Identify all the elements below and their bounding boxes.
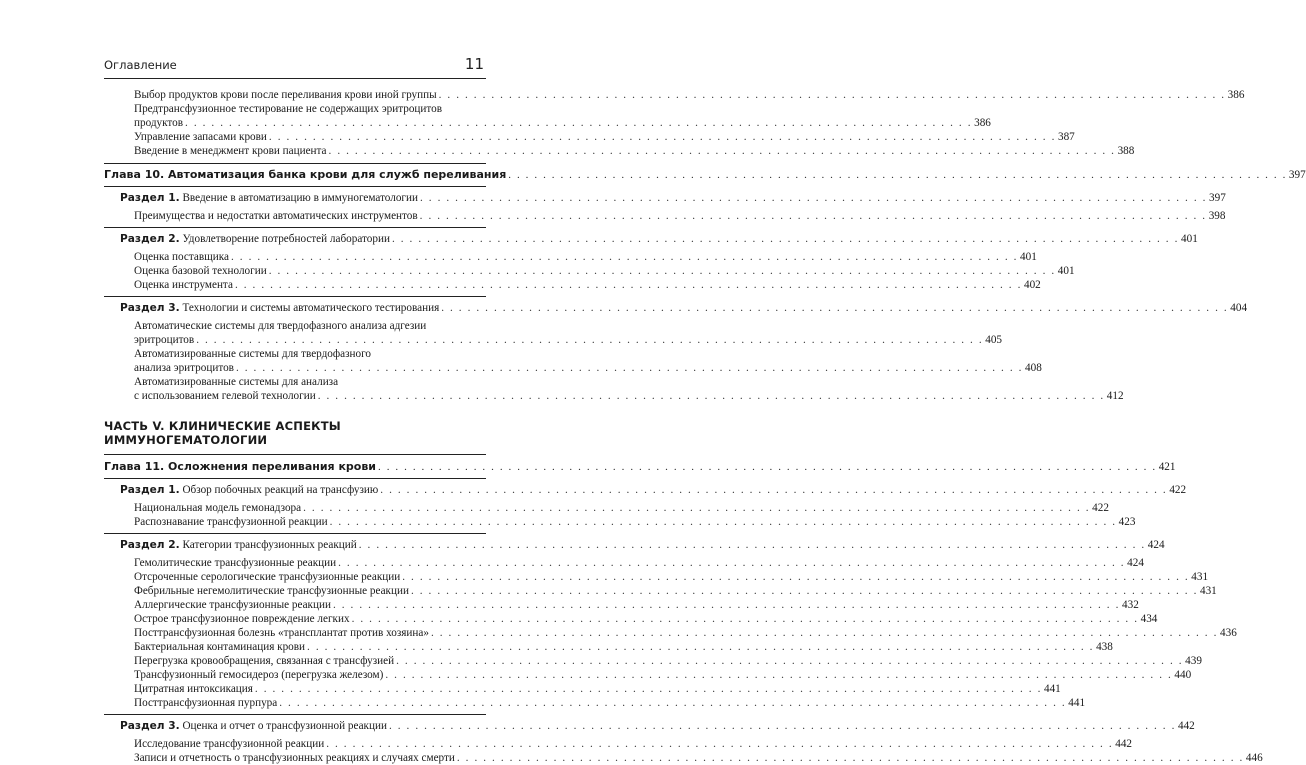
dot-leader <box>279 696 1066 710</box>
section-heading <box>120 483 378 497</box>
dot-leader <box>441 301 1228 315</box>
entry-page: 441 <box>1043 683 1061 695</box>
dot-leader <box>307 640 1094 654</box>
toc-entry[interactable] <box>104 88 1245 102</box>
toc-entry[interactable] <box>104 250 1037 264</box>
section-heading-row[interactable] <box>104 483 1187 497</box>
dot-leader <box>420 191 1207 205</box>
entry-page: 386 <box>974 117 991 129</box>
dot-leader <box>392 232 1179 246</box>
section-heading-row[interactable] <box>104 301 1248 315</box>
entry-line2 <box>134 389 1124 403</box>
dot-leader <box>185 116 972 130</box>
entry-title: Фебрильные негемолитические трансфузионные реакции <box>134 585 409 597</box>
section-label: Раздел 1. <box>120 484 180 496</box>
entry-page: 434 <box>1140 613 1158 625</box>
section-title: Оценка и отчет о трансфузионной реакции <box>179 720 387 732</box>
toc-entry[interactable] <box>104 319 1003 347</box>
entry-title: Перегрузка кровообращения, связанная с трансфузией <box>134 655 395 667</box>
table-of-contents <box>104 88 1306 765</box>
section-heading <box>120 301 439 315</box>
entry-title: Цитратная интоксикация <box>134 683 253 695</box>
entry-title: Аллергические трансфузионные реакции <box>134 599 331 611</box>
page-number: 11 <box>464 55 484 73</box>
section-heading-row[interactable] <box>104 538 1165 552</box>
dot-leader <box>359 538 1146 552</box>
chapter-page: 397 <box>1288 169 1306 181</box>
entry-title-line1: Предтрансфузионное тестирование не содержащих эритроцитов <box>134 103 443 115</box>
entry-page: 431 <box>1191 571 1209 583</box>
dot-leader <box>508 168 1287 182</box>
entry-page: 439 <box>1185 655 1202 667</box>
entry-page: 405 <box>985 334 1003 346</box>
entry-page: 386 <box>1227 89 1245 101</box>
dot-leader <box>378 460 1157 474</box>
entry-page: 388 <box>1117 145 1135 157</box>
entry-page: 436 <box>1220 627 1237 639</box>
part-heading: ЧАСТЬ V. КЛИНИЧЕСКИЕ АСПЕКТЫ ИММУНОГЕМАТОЛОГИИ <box>104 419 341 447</box>
spacer <box>104 447 486 454</box>
entry-title: Отсроченные серологические трансфузионные реакции <box>134 571 401 583</box>
toc-entry[interactable] <box>104 556 1144 570</box>
dot-leader <box>411 584 1198 598</box>
entry-page: 441 <box>1068 697 1086 709</box>
entry-page: 412 <box>1106 390 1124 402</box>
chapter-title: Глава 10. Автоматизация банка крови для служб переливания <box>104 168 507 181</box>
section-heading <box>120 719 387 733</box>
toc-entry[interactable] <box>104 668 1192 682</box>
section-page: 424 <box>1147 539 1165 551</box>
section-heading-row[interactable] <box>104 232 1198 246</box>
toc-entry[interactable] <box>104 696 1086 710</box>
toc-entry[interactable] <box>104 347 1042 375</box>
entry-title: Выбор продуктов крови после переливания крови иной группы <box>134 89 437 101</box>
entry-title: Национальная модель гемонадзора <box>134 502 302 514</box>
section-title: Технологии и системы автоматического тестирования <box>179 302 440 314</box>
dot-leader <box>329 144 1116 158</box>
entry-page: 422 <box>1092 502 1109 514</box>
dot-leader <box>255 682 1042 696</box>
dot-leader <box>333 598 1120 612</box>
section-heading-row[interactable] <box>104 719 1195 733</box>
entry-page: 446 <box>1245 752 1263 764</box>
dot-leader <box>326 737 1113 751</box>
toc-entry[interactable] <box>104 515 1136 529</box>
dot-leader <box>318 389 1105 403</box>
entry-title-line2: эритроцитов <box>134 334 195 346</box>
dot-leader <box>385 668 1172 682</box>
entry-page: 398 <box>1208 210 1226 222</box>
section-page: 422 <box>1169 484 1187 496</box>
dot-leader <box>402 570 1189 584</box>
dot-leader <box>330 515 1117 529</box>
dot-leader <box>196 333 983 347</box>
toc-entry[interactable] <box>104 584 1217 598</box>
entry-page: 401 <box>1057 265 1075 277</box>
chapter-heading[interactable] <box>104 460 1176 474</box>
section-page: 442 <box>1177 720 1195 732</box>
entry-page: 442 <box>1115 738 1133 750</box>
entry-title: Гемолитические трансфузионные реакции <box>134 557 337 569</box>
toc-entry[interactable] <box>104 209 1226 223</box>
toc-entry[interactable] <box>104 626 1237 640</box>
toc-entry[interactable] <box>104 654 1202 668</box>
entry-title-line2: с использованием гелевой технологии <box>134 390 316 402</box>
section-page: 397 <box>1209 192 1226 204</box>
entry-page: 438 <box>1096 641 1113 653</box>
dot-leader <box>420 209 1207 223</box>
entry-page: 387 <box>1057 131 1075 143</box>
chapter-title: Глава 11. Осложнения переливания крови <box>104 460 377 473</box>
toc-entry[interactable] <box>104 570 1209 584</box>
entry-title: Бактериальная контаминация крови <box>134 641 306 653</box>
entry-title-line1: Автоматические системы для твердофазного анализа адгезии <box>134 320 427 332</box>
dot-leader <box>235 278 1022 292</box>
section-title: Введение в автоматизацию в иммуногематологии <box>179 192 418 204</box>
entry-page: 408 <box>1025 362 1042 374</box>
entry-line2 <box>134 333 1003 347</box>
section-label: Раздел 3. <box>120 302 180 314</box>
dot-leader <box>338 556 1125 570</box>
entry-page: 440 <box>1174 669 1192 681</box>
entry-page: 424 <box>1127 557 1144 569</box>
entry-page: 432 <box>1122 599 1139 611</box>
entry-title-line2: продуктов <box>134 117 184 129</box>
dot-leader <box>269 264 1056 278</box>
section-title: Удовлетворение потребностей лаборатории <box>179 233 390 245</box>
entry-title: Посттрансфузионная болезнь «трансплантат против хозяина» <box>134 627 429 639</box>
entry-title: Записи и отчетность о трансфузионных реакциях и случаях смерти <box>134 752 455 764</box>
toc-entry[interactable] <box>104 501 1109 515</box>
section-label: Раздел 3. <box>120 720 180 732</box>
entry-title: Исследование трансфузионной реакции <box>134 738 325 750</box>
dot-leader <box>236 361 1023 375</box>
entry-title-line1: Автоматизированные системы для твердофазного <box>134 348 372 360</box>
dot-leader <box>303 501 1090 515</box>
toc-entry[interactable] <box>104 130 1075 144</box>
dot-leader <box>439 88 1226 102</box>
entry-title: Оценка поставщика <box>134 251 229 263</box>
section-heading <box>120 232 390 246</box>
section-title: Категории трансфузионных реакций <box>179 539 357 551</box>
toc-entry[interactable] <box>104 751 1263 765</box>
dot-leader <box>396 654 1183 668</box>
toc-entry[interactable] <box>104 102 991 130</box>
entry-page: 401 <box>1020 251 1037 263</box>
section-page: 404 <box>1230 302 1248 314</box>
toc-entry[interactable] <box>104 737 1133 751</box>
section-page: 401 <box>1181 233 1198 245</box>
entry-page: 431 <box>1199 585 1217 597</box>
section-label: Раздел 1. <box>120 192 180 204</box>
entry-line2 <box>134 361 1042 375</box>
toc-entry[interactable] <box>104 144 1135 158</box>
chapter-heading[interactable] <box>104 168 1306 182</box>
entry-title: Оценка инструмента <box>134 279 233 291</box>
entry-title: Введение в менеджмент крови пациента <box>134 145 327 157</box>
toc-entry[interactable] <box>104 264 1075 278</box>
entry-title: Трансфузионный гемосидероз (перегрузка железом) <box>134 669 384 681</box>
section-label: Раздел 2. <box>120 233 180 245</box>
dot-leader <box>231 250 1018 264</box>
entry-line2 <box>134 116 991 130</box>
entry-page: 423 <box>1118 516 1136 528</box>
section-title: Обзор побочных реакций на трансфузию <box>179 484 379 496</box>
spacer <box>104 403 486 419</box>
entry-title: Посттрансфузионная пурпура <box>134 697 278 709</box>
entry-title-line1: Автоматизированные системы для анализа <box>134 376 339 388</box>
dot-leader <box>457 751 1244 765</box>
entry-title: Распознавание трансфузионной реакции <box>134 516 328 528</box>
entry-page: 402 <box>1023 279 1041 291</box>
dot-leader <box>389 719 1176 733</box>
entry-title-line2: анализа эритроцитов <box>134 362 234 374</box>
toc-entry[interactable] <box>104 375 1124 403</box>
toc-entry[interactable] <box>104 612 1158 626</box>
toc-entry[interactable] <box>104 278 1041 292</box>
section-heading-row[interactable] <box>104 191 1226 205</box>
entry-title: Преимущества и недостатки автоматических инструментов <box>134 210 418 222</box>
running-header <box>104 55 490 80</box>
dot-leader <box>269 130 1056 144</box>
header-title: Оглавление <box>104 58 177 72</box>
section-label: Раздел 2. <box>120 539 180 551</box>
toc-entry[interactable] <box>104 598 1139 612</box>
section-heading <box>120 191 418 205</box>
chapter-page: 421 <box>1158 461 1176 473</box>
entry-title: Оценка базовой технологии <box>134 265 267 277</box>
dot-leader <box>380 483 1167 497</box>
toc-entry[interactable] <box>104 682 1061 696</box>
entry-title: Управление запасами крови <box>134 131 267 143</box>
dot-leader <box>352 612 1139 626</box>
toc-entry[interactable] <box>104 640 1113 654</box>
entry-title: Острое трансфузионное повреждение легких <box>134 613 350 625</box>
header-rule <box>104 78 486 79</box>
section-heading <box>120 538 357 552</box>
dot-leader <box>431 626 1218 640</box>
